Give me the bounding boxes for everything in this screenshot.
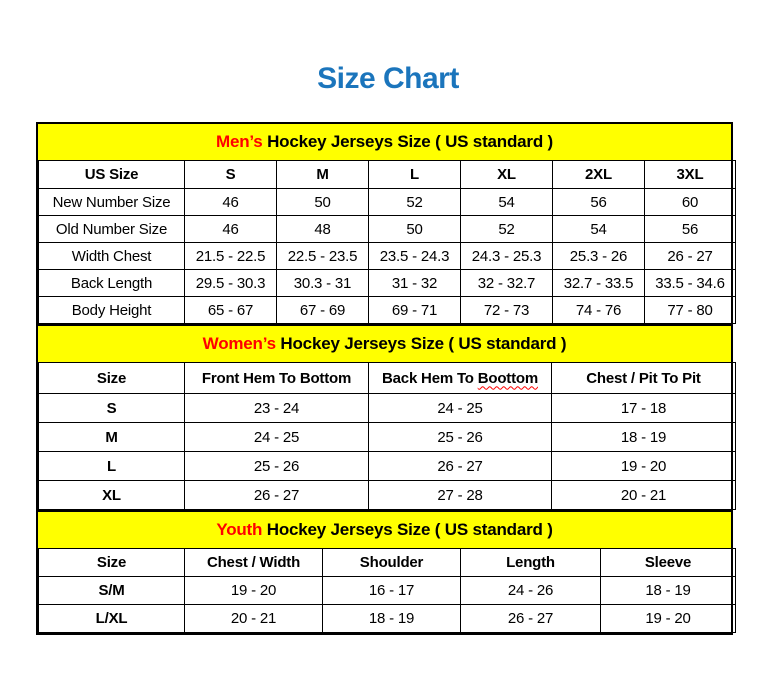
youth-heading-accent: Youth	[216, 520, 263, 539]
row-label: S/M	[39, 577, 185, 605]
table-cell: 67 - 69	[277, 297, 369, 324]
table-cell: 23.5 - 24.3	[369, 243, 461, 270]
table-cell: 56	[645, 216, 736, 243]
table-cell: 16 - 17	[323, 577, 461, 605]
table-cell: 30.3 - 31	[277, 270, 369, 297]
row-label: Body Height	[39, 297, 185, 324]
womens-heading-accent: Women’s	[202, 334, 276, 353]
col-header	[369, 363, 552, 394]
table-cell: 26 - 27	[645, 243, 736, 270]
table-cell: 33.5 - 34.6	[645, 270, 736, 297]
table-cell: 50	[369, 216, 461, 243]
youth-header-row	[39, 549, 736, 577]
table-cell: 17 - 18	[552, 394, 736, 423]
col-header: Shoulder	[323, 549, 461, 577]
mens-heading-text: Hockey Jerseys Size ( US standard )	[267, 132, 553, 151]
table-cell: 24 - 25	[185, 423, 369, 452]
table-cell: 54	[461, 189, 553, 216]
table-row	[39, 216, 736, 243]
table-cell: 65 - 67	[185, 297, 277, 324]
table-cell: 69 - 71	[369, 297, 461, 324]
table-cell: 19 - 20	[552, 452, 736, 481]
col-header: L	[369, 161, 461, 189]
col-header: Sleeve	[601, 549, 736, 577]
womens-size-table	[38, 362, 736, 510]
table-row	[39, 270, 736, 297]
youth-section-heading	[38, 510, 731, 548]
mens-header-row	[39, 161, 736, 189]
table-cell: 20 - 21	[552, 481, 736, 510]
womens-heading-text: Hockey Jerseys Size ( US standard )	[280, 334, 567, 353]
row-label: L/XL	[39, 605, 185, 633]
col-header: Size	[39, 549, 185, 577]
col-header: XL	[461, 161, 553, 189]
col-header: Size	[39, 363, 185, 394]
table-cell: 32 - 32.7	[461, 270, 553, 297]
youth-size-table	[38, 548, 736, 633]
womens-section-heading	[38, 324, 731, 362]
table-cell: 60	[645, 189, 736, 216]
size-chart-tables	[36, 122, 733, 635]
table-cell: 50	[277, 189, 369, 216]
row-label: Old Number Size	[39, 216, 185, 243]
table-row	[39, 452, 736, 481]
col-header: Front Hem To Bottom	[185, 363, 369, 394]
table-cell: 24 - 26	[461, 577, 601, 605]
misspelled-word: Boottom	[477, 369, 538, 387]
table-cell: 18 - 19	[552, 423, 736, 452]
table-cell: 72 - 73	[461, 297, 553, 324]
mens-size-table	[38, 160, 736, 324]
table-cell: 46	[185, 216, 277, 243]
mens-section-heading	[38, 124, 731, 160]
row-label: Width Chest	[39, 243, 185, 270]
table-row	[39, 423, 736, 452]
row-label: XL	[39, 481, 185, 510]
womens-header-row	[39, 363, 736, 394]
table-cell: 19 - 20	[185, 577, 323, 605]
page-title: Size Chart	[317, 62, 459, 95]
table-cell: 18 - 19	[323, 605, 461, 633]
row-label: S	[39, 394, 185, 423]
table-cell: 54	[553, 216, 645, 243]
table-cell: 20 - 21	[185, 605, 323, 633]
youth-heading-text: Hockey Jerseys Size ( US standard )	[266, 520, 553, 539]
table-row	[39, 189, 736, 216]
col-header: S	[185, 161, 277, 189]
table-cell: 24 - 25	[369, 394, 552, 423]
table-cell: 29.5 - 30.3	[185, 270, 277, 297]
col-header: 2XL	[553, 161, 645, 189]
table-row	[39, 605, 736, 633]
table-cell: 48	[277, 216, 369, 243]
col-header-text: Back Hem To	[382, 369, 474, 387]
col-header: Chest / Pit To Pit	[552, 363, 736, 394]
row-label: M	[39, 423, 185, 452]
table-cell: 74 - 76	[553, 297, 645, 324]
mens-heading-accent: Men’s	[215, 132, 263, 151]
table-cell: 32.7 - 33.5	[553, 270, 645, 297]
table-cell: 23 - 24	[185, 394, 369, 423]
table-cell: 52	[461, 216, 553, 243]
col-header: Chest / Width	[185, 549, 323, 577]
table-cell: 26 - 27	[369, 452, 552, 481]
table-cell: 77 - 80	[645, 297, 736, 324]
table-cell: 52	[369, 189, 461, 216]
col-header: Length	[461, 549, 601, 577]
row-label: New Number Size	[39, 189, 185, 216]
table-cell: 26 - 27	[185, 481, 369, 510]
table-cell: 31 - 32	[369, 270, 461, 297]
table-row	[39, 297, 736, 324]
table-row	[39, 243, 736, 270]
table-cell: 24.3 - 25.3	[461, 243, 553, 270]
table-cell: 25.3 - 26	[553, 243, 645, 270]
table-row	[39, 394, 736, 423]
table-row	[39, 577, 736, 605]
table-cell: 25 - 26	[185, 452, 369, 481]
table-cell: 21.5 - 22.5	[185, 243, 277, 270]
table-cell: 27 - 28	[369, 481, 552, 510]
table-cell: 22.5 - 23.5	[277, 243, 369, 270]
col-header: US Size	[39, 161, 185, 189]
col-header: 3XL	[645, 161, 736, 189]
table-cell: 25 - 26	[369, 423, 552, 452]
col-header: M	[277, 161, 369, 189]
table-cell: 56	[553, 189, 645, 216]
row-label: Back Length	[39, 270, 185, 297]
table-cell: 26 - 27	[461, 605, 601, 633]
table-row	[39, 481, 736, 510]
table-cell: 19 - 20	[601, 605, 736, 633]
table-cell: 18 - 19	[601, 577, 736, 605]
row-label: L	[39, 452, 185, 481]
table-cell: 46	[185, 189, 277, 216]
